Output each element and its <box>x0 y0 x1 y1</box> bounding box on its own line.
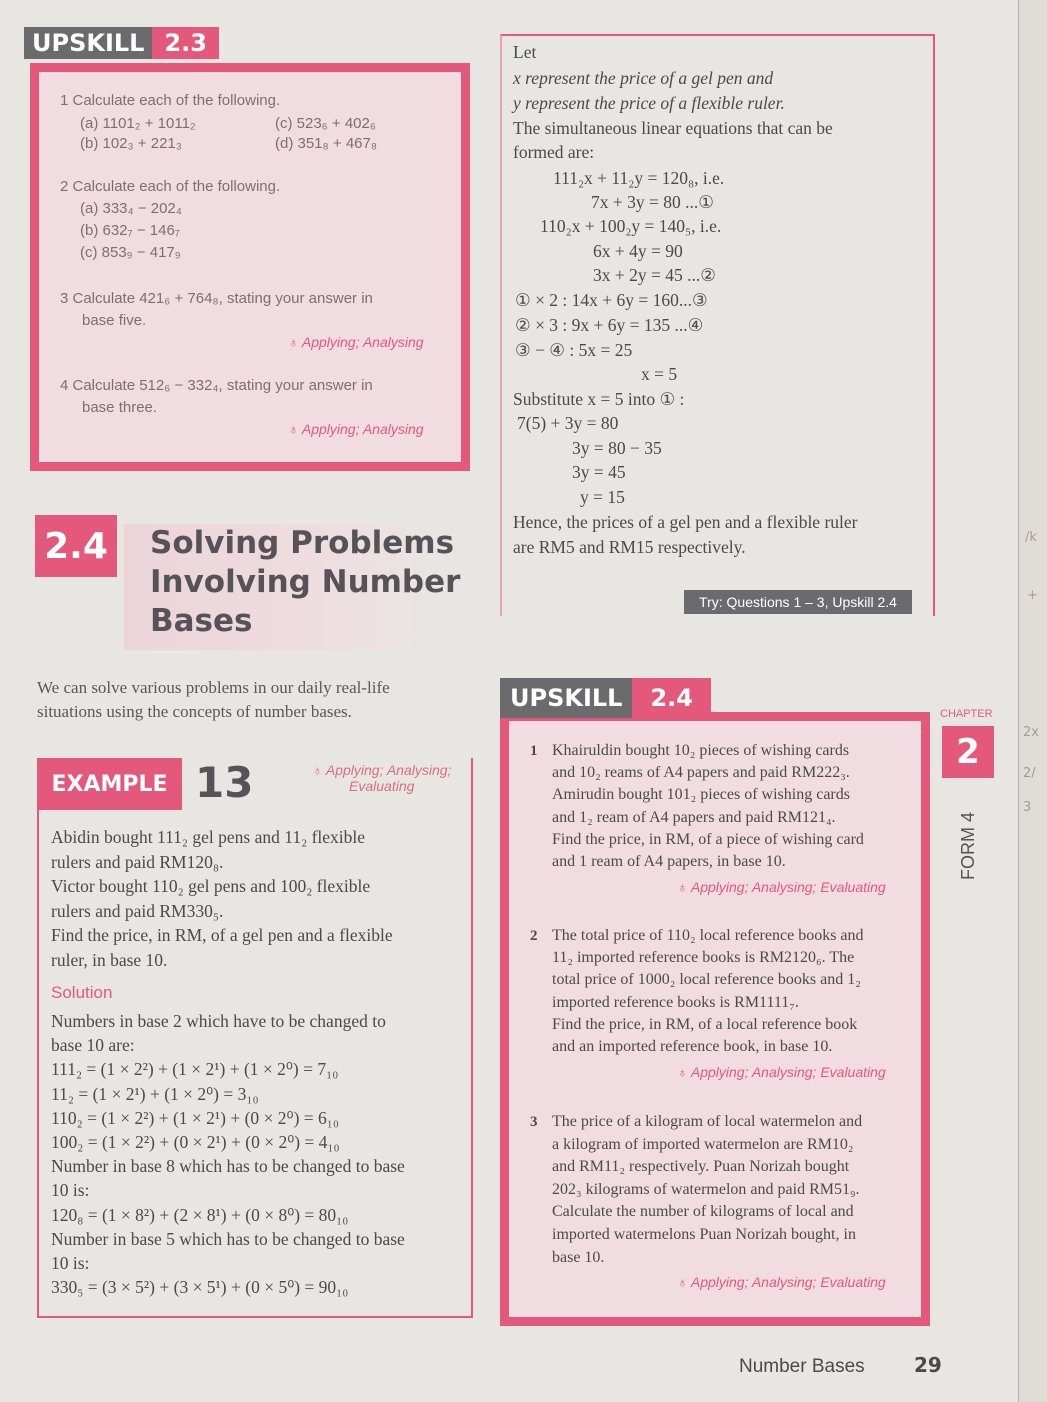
section-title-line1: Solving Problems <box>150 525 455 561</box>
example-line: ruler, in base 10. <box>51 949 168 970</box>
solution-line: Number in base 8 which has to be changed to base <box>51 1156 405 1177</box>
q2-tag-text: Applying; Analysing; Evaluating <box>690 1064 886 1080</box>
section-title <box>150 524 460 641</box>
q1-line: Amirudin bought 101₂ pieces of wishing cards <box>552 786 850 804</box>
chapter-label: CHAPTER <box>940 708 993 720</box>
cont-line: Substitute x = 5 into ① : <box>513 389 685 409</box>
upskill-word: UPSKILL <box>24 27 152 59</box>
upskill-q2a: (a) 333₄ − 202₄ <box>80 200 182 217</box>
cont-line: ② × 3 : 9x + 6y = 135 ...④ <box>515 315 704 335</box>
page-number: 29 <box>914 1353 942 1377</box>
intro-line1: We can solve various problems in our daily real-life <box>37 678 390 697</box>
upskill-word: UPSKILL <box>500 678 632 718</box>
q2-line: Find the price, in RM, of a local reference book <box>552 1015 858 1033</box>
q2-line: total price of 1000₂ local reference books and 1₂ <box>552 971 861 989</box>
example-number: 13 <box>195 758 254 807</box>
q3-line: and RM11₂ respectively. Puan Norizah bought <box>552 1158 850 1176</box>
margin-scribble: 2x <box>1023 725 1039 740</box>
upskill-2-4-q2 <box>530 925 915 1058</box>
q3-line: Calculate the number of kilograms of local and <box>552 1203 854 1221</box>
solution-line: 120₈ = (1 × 8²) + (2 × 8¹) + (0 × 8⁰) = 80₁₀ <box>51 1204 349 1225</box>
section-number: 2.4 <box>35 515 117 577</box>
q-number: 1 <box>530 743 538 759</box>
upskill-q4-line2: base three. <box>82 399 158 416</box>
bulb-icon: ♁ <box>677 1274 688 1290</box>
footer-title: Number Bases <box>739 1356 865 1377</box>
cont-line: x = 5 <box>641 364 678 384</box>
cont-line: 7(5) + 3y = 80 <box>517 413 619 433</box>
example-tag-line2: Evaluating <box>349 778 415 794</box>
upskill-q1c: (c) 523₆ + 402₆ <box>275 115 376 132</box>
bulb-icon: ♁ <box>312 762 323 778</box>
solution-line: base 10 are: <box>51 1035 135 1056</box>
upskill-2-3-tab <box>24 27 219 59</box>
example-tag-line1: Applying; Analysing; <box>325 762 452 778</box>
example-line: rulers and paid RM330₅. <box>51 900 224 921</box>
cont-line: 111₂x + 11₂y = 120₈, i.e. <box>553 168 725 188</box>
example-label: EXAMPLE <box>37 758 182 810</box>
solution-line: 10 is: <box>51 1253 90 1274</box>
upskill-2-4-q1-tag <box>677 879 886 895</box>
cont-line: x represent the price of a gel pen and <box>513 68 774 88</box>
upskill-q1d: (d) 351₈ + 467₈ <box>275 135 378 152</box>
q4-tag-text: Applying; Analysing <box>301 421 424 437</box>
q1-line: Khairuldin bought 10₂ pieces of wishing cards <box>552 742 850 759</box>
q1-line: and 1 ream of A4 papers, in base 10. <box>552 853 786 871</box>
solution-line: 100₂ = (1 × 2²) + (0 × 2¹) + (0 × 2⁰) = 4₁₀ <box>51 1132 340 1153</box>
q3-tag-text: Applying; Analysing <box>301 334 424 350</box>
example-line: rulers and paid RM120₈. <box>51 851 224 872</box>
cont-line: 3y = 80 − 35 <box>572 438 662 458</box>
form-label: FORM 4 <box>958 811 978 880</box>
margin-scribble: /k <box>1025 530 1037 545</box>
upskill-q1a: (a) 1101₂ + 1011₂ <box>80 115 196 132</box>
q1-tag-text: Applying; Analysing; Evaluating <box>690 879 886 895</box>
cont-line: Hence, the prices of a gel pen and a flexible ruler <box>513 512 858 532</box>
intro-line2: situations using the concepts of number bases. <box>37 702 352 721</box>
cont-line: 7x + 3y = 80 ...① <box>591 192 714 212</box>
upskill-2-4-q3-tag <box>677 1274 886 1290</box>
bulb-icon: ♁ <box>288 421 299 437</box>
q-number: 3 <box>530 1114 538 1130</box>
solution-line: 110₂ = (1 × 2²) + (1 × 2¹) + (0 × 2⁰) = 6₁₀ <box>51 1107 339 1128</box>
upskill-q4-tag <box>288 421 424 437</box>
upskill-2-4-q3 <box>530 1111 915 1269</box>
upskill-q1b: (b) 102₃ + 221₃ <box>80 135 182 152</box>
example-tag <box>312 762 451 794</box>
upskill-number: 2.3 <box>152 27 219 59</box>
solution-line: 11₂ = (1 × 2¹) + (1 × 2⁰) = 3₁₀ <box>51 1083 259 1104</box>
example-line: Find the price, in RM, of a gel pen and a flexible <box>51 925 393 945</box>
cont-line: Let <box>513 42 537 62</box>
try-badge: Try: Questions 1 – 3, Upskill 2.4 <box>684 590 912 614</box>
upskill-q1: 1 Calculate each of the following. <box>60 92 281 109</box>
q3-line: The price of a kilogram of local watermelon and <box>552 1113 863 1130</box>
cont-line: ③ − ④ : 5x = 25 <box>515 340 633 360</box>
q1-line: and 10₂ reams of A4 papers and paid RM222₃. <box>552 764 850 782</box>
cont-line: y represent the price of a flexible ruler. <box>513 93 785 113</box>
cont-line: 3x + 2y = 45 ...② <box>593 265 716 285</box>
upskill-q4-line1: 4 Calculate 512₆ − 332₄, stating your answer in <box>60 377 373 394</box>
upskill-q2b: (b) 632₇ − 146₇ <box>80 222 180 239</box>
cont-line: 3y = 45 <box>572 462 626 482</box>
section-title-line2: Involving Number <box>150 564 461 600</box>
solution-line: Numbers in base 2 which have to be changed to <box>51 1011 386 1031</box>
upskill-2-4-q2-tag <box>677 1064 886 1080</box>
cont-line: 110₂x + 100₂y = 140₅, i.e. <box>540 216 722 236</box>
upskill-number: 2.4 <box>632 678 711 718</box>
example-line: Victor bought 110₂ gel pens and 100₂ flexible <box>51 876 371 896</box>
cont-line: The simultaneous linear equations that can be <box>513 118 833 138</box>
solution-line: 330₅ = (3 × 5²) + (3 × 5¹) + (0 × 5⁰) = 90₁₀ <box>51 1277 349 1298</box>
solution-line: 10 is: <box>51 1180 90 1201</box>
q1-line: Find the price, in RM, of a piece of wishing card <box>552 830 864 848</box>
q2-line: and an imported reference book, in base 10. <box>552 1038 833 1056</box>
example-solution <box>51 1009 471 1299</box>
chapter-number: 2 <box>942 726 994 778</box>
upskill-q2c: (c) 853₉ − 417₉ <box>80 244 181 261</box>
example-question <box>51 825 471 972</box>
q3-line: base 10. <box>552 1248 605 1266</box>
upskill-q3-line1: 3 Calculate 421₆ + 764₈, stating your answer in <box>60 290 373 307</box>
margin-scribble: + <box>1027 588 1038 603</box>
q2-line: The total price of 110₂ local reference books and <box>552 927 864 944</box>
cont-line: ① × 2 : 14x + 6y = 160...③ <box>515 290 708 310</box>
section-intro <box>37 676 482 724</box>
next-page-edge <box>1018 0 1047 1402</box>
q3-tag-text: Applying; Analysing; Evaluating <box>690 1274 886 1290</box>
solution-line: 111₂ = (1 × 2²) + (1 × 2¹) + (1 × 2⁰) = 7₁₀ <box>51 1059 339 1080</box>
upskill-2-4-q1 <box>530 740 915 873</box>
bulb-icon: ♁ <box>677 1064 688 1080</box>
upskill-q3-line2: base five. <box>82 312 147 329</box>
q3-line: imported watermelons Puan Norizah bought, in <box>552 1225 856 1243</box>
solution-label: Solution <box>51 983 113 1002</box>
cont-line: formed are: <box>513 142 595 162</box>
q3-line: a kilogram of imported watermelon are RM10₂ <box>552 1135 854 1153</box>
section-title-line3: Bases <box>150 603 253 639</box>
margin-scribble: 2/ <box>1023 766 1036 781</box>
example-line: Abidin bought 111₂ gel pens and 11₂ flexible <box>51 827 366 847</box>
cont-line: y = 15 <box>580 487 625 507</box>
q3-line: 202₃ kilograms of watermelon and paid RM51₉. <box>552 1180 860 1198</box>
bulb-icon: ♁ <box>677 879 688 895</box>
solution-line: Number in base 5 which has to be changed to base <box>51 1228 405 1249</box>
q-number: 2 <box>530 928 538 944</box>
bulb-icon: ♁ <box>288 334 299 350</box>
cont-line: are RM5 and RM15 respectively. <box>513 537 746 557</box>
margin-scribble: 3 <box>1023 800 1032 815</box>
cont-line: 6x + 4y = 90 <box>593 241 683 261</box>
q1-line: and 1₂ ream of A4 papers and paid RM121₄. <box>552 808 836 826</box>
upskill-q2: 2 Calculate each of the following. <box>60 178 281 195</box>
q2-line: imported reference books is RM1111₇. <box>552 993 799 1011</box>
q2-line: 11₂ imported reference books is RM2120₆. The <box>552 949 855 967</box>
upskill-q3-tag <box>288 334 424 350</box>
upskill-2-4-tab <box>500 678 711 718</box>
